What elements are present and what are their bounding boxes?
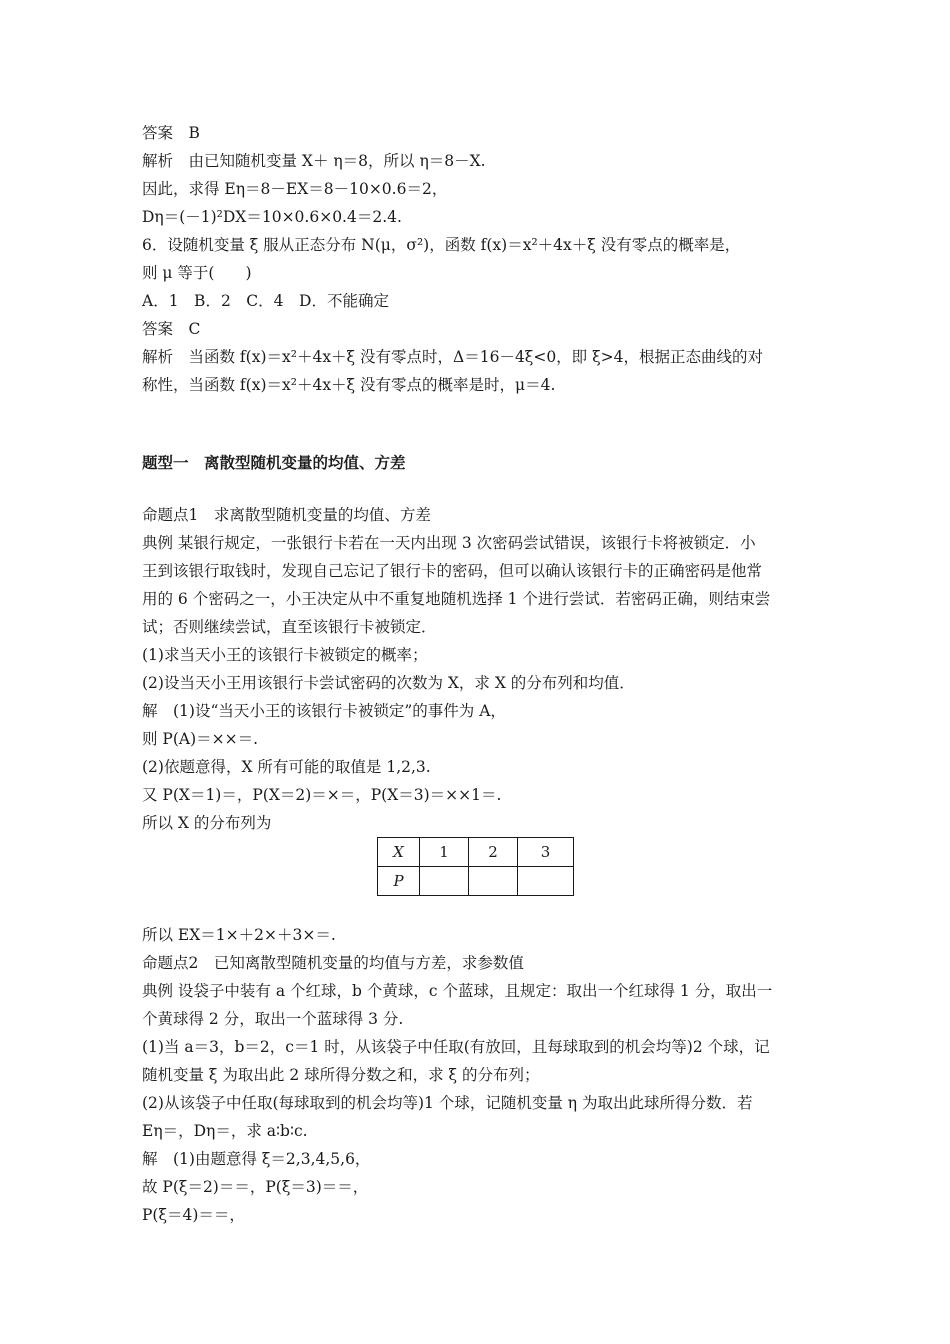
table-row [378, 867, 574, 896]
table-cell: 1 [420, 838, 469, 867]
answer-line: 答案 B [142, 124, 200, 142]
text-line: 所以 X 的分布列为 [142, 814, 272, 832]
analysis-line: 解析 当函数 f(x)＝x²＋4x＋ξ 没有零点时，Δ＝16－4ξ<0，即 ξ>4，根据正态曲线的对 [142, 348, 764, 366]
text-line: Eη＝，Dη＝，求 a∶b∶c. [142, 1122, 308, 1140]
table-cell [518, 867, 574, 896]
text-line: 则 P(A)＝××＝. [142, 730, 259, 748]
question-line: 则 μ 等于( ) [142, 264, 252, 282]
text-line: 随机变量 ξ 为取出此 2 球所得分数之和，求 ξ 的分布列； [142, 1066, 540, 1084]
text-line: 个黄球得 2 分，取出一个蓝球得 3 分. [142, 1010, 404, 1028]
table-cell: P [378, 867, 420, 896]
table-cell: 3 [518, 838, 574, 867]
subheading: 命题点1 求离散型随机变量的均值、方差 [142, 506, 431, 524]
text-line: 典例 设袋子中装有 a 个红球，b 个黄球，c 个蓝球，且规定：取出一个红球得 1 分，取出一 [142, 982, 773, 1000]
answer-line: 答案 C [142, 320, 201, 338]
text-line: 王到该银行取钱时，发现自己忘记了银行卡的密码，但可以确认该银行卡的正确密码是他常 [142, 562, 763, 580]
question-line: 6．设随机变量 ξ 服从正态分布 N(μ，σ²)，函数 f(x)＝x²＋4x＋ξ 没有零点的概率是， [142, 236, 741, 254]
analysis-line: 称性，当函数 f(x)＝x²＋4x＋ξ 没有零点的概率是时，μ＝4. [142, 376, 556, 394]
text-line: (1)求当天小王的该银行卡被锁定的概率； [142, 646, 428, 664]
text-line: (2)从该袋子中任取(每球取到的机会均等)1 个球，记随机变量 η 为取出此球所得分数．若 [142, 1094, 753, 1112]
text-line: 试；否则继续尝试，直至该银行卡被锁定． [142, 618, 437, 636]
distribution-table [377, 837, 574, 896]
solution-line: 解 (1)由题意得 ξ＝2,3,4,5,6， [142, 1150, 371, 1168]
text-line: 所以 EX＝1×＋2×＋3×＝. [142, 926, 336, 944]
choices-line: A．1 B．2 C．4 D．不能确定 [142, 292, 389, 310]
text-line: (2)设当天小王用该银行卡尝试密码的次数为 X，求 X 的分布列和均值． [142, 674, 635, 692]
table-cell [420, 867, 469, 896]
text-line: P(ξ＝4)＝＝， [142, 1206, 245, 1224]
section-heading: 题型一 离散型随机变量的均值、方差 [142, 453, 406, 472]
table-cell [469, 867, 518, 896]
table-cell: X [378, 838, 420, 867]
text-line: (1)当 a＝3，b＝2，c＝1 时，从该袋子中任取(有放回，且每球取到的机会均等)2 个球，记 [142, 1038, 770, 1056]
text-line: 故 P(ξ＝2)＝＝，P(ξ＝3)＝＝， [142, 1178, 369, 1196]
table-cell: 2 [469, 838, 518, 867]
text-line: 又 P(X＝1)＝，P(X＝2)＝×＝，P(X＝3)＝××1＝. [142, 786, 502, 804]
solution-line: 解 (1)设“当天小王的该银行卡被锁定”的事件为 A， [142, 702, 506, 720]
subheading: 命题点2 已知离散型随机变量的均值与方差，求参数值 [142, 954, 524, 972]
text-line: (2)依题意得，X 所有可能的取值是 1,2,3. [142, 758, 431, 776]
text-line: 用的 6 个密码之一，小王决定从中不重复地随机选择 1 个进行尝试．若密码正确，则结束尝 [142, 590, 771, 608]
text-line: 因此，求得 Eη＝8－EX＝8－10×0.6＝2， [142, 180, 448, 198]
text-line: Dη＝(－1)²DX＝10×0.6×0.4＝2.4. [142, 208, 402, 226]
table-row [378, 838, 574, 867]
text-line: 典例 某银行规定，一张银行卡若在一天内出现 3 次密码尝试错误，该银行卡将被锁定．小 [142, 534, 756, 552]
analysis-line: 解析 由已知随机变量 X＋ η＝8，所以 η＝8－X. [142, 152, 486, 170]
